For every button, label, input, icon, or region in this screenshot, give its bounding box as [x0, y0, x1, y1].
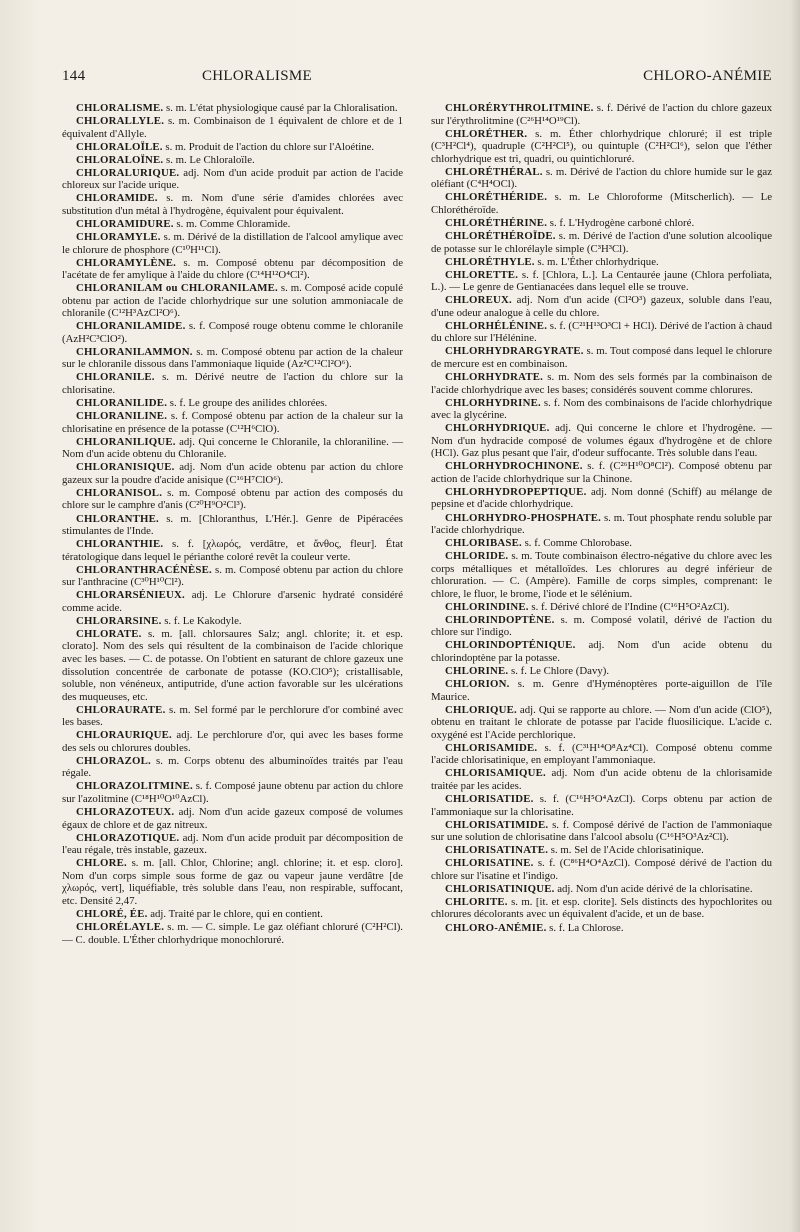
entry-headword: CHLORINDINE.: [445, 600, 529, 613]
entry-headword: CHLORARSINE.: [76, 614, 162, 627]
entry-headword: CHLORAMIDE.: [76, 192, 158, 205]
dictionary-entry: [62, 755, 403, 780]
entry-definition: adj. Nom d'un acide produit par décomposition de l'eau régale, très instable, gazeux.: [62, 831, 403, 857]
entry-headword: CHLORALOÏNE.: [76, 153, 164, 166]
dictionary-entry: [62, 628, 403, 703]
entry-headword: CHLORANISOL.: [76, 486, 163, 499]
dictionary-entry: [62, 320, 403, 345]
entry-headword: CHLORANILINE.: [76, 410, 168, 423]
entry-headword: CHLORALURIQUE.: [76, 166, 180, 179]
entry-headword: CHLORE.: [76, 857, 127, 870]
entry-headword: CHLORARSÉNIEUX.: [76, 589, 185, 602]
entry-headword: CHLORAZOTIQUE.: [76, 831, 180, 844]
text-columns: [62, 102, 772, 1217]
entry-definition: s. m. Composé obtenu par action du chlore sur l'anthracine (C³⁰H¹⁰Cl²).: [62, 563, 403, 589]
page-header: [62, 68, 772, 92]
entry-definition: s. m. Nom des sels formés par la combinaison de l'acide chlorhydrique avec les bases; considérés souvent comme chlorures.: [431, 370, 772, 396]
entry-headword: CHLORÉTHER.: [445, 127, 528, 140]
dictionary-entry: [62, 729, 403, 754]
dictionary-entry: [62, 346, 403, 371]
entry-headword: CHLORINDOPTÈNE.: [445, 613, 555, 626]
dictionary-entry: [62, 806, 403, 831]
dictionary-entry: [62, 257, 403, 282]
dictionary-entry: [431, 537, 772, 550]
entry-definition: s. f. Nom des combinaisons de l'acide chlorhydrique avec la glycérine.: [431, 396, 772, 422]
entry-headword: CHLORALISME.: [76, 102, 164, 114]
entry-headword: CHLORETTE.: [445, 268, 519, 281]
dictionary-entry: [431, 883, 772, 896]
entry-headword: CHLORINDOPTÉNIQUE.: [445, 639, 576, 652]
dictionary-entry: [62, 487, 403, 512]
dictionary-entry: [431, 639, 772, 664]
entry-definition: s. f. (C²¹H¹³O³Cl + HCl). Dérivé de l'action à chaud du chlore sur l'Hélénine.: [431, 319, 772, 345]
entry-headword: CHLORAMYLE.: [76, 230, 161, 243]
entry-headword: CHLORAURATE.: [76, 703, 166, 716]
entry-headword: CHLORO-ANÉMIE.: [445, 921, 547, 934]
entry-definition: s. m. Composé obtenu par action de la chaleur sur le chloranile dissous dans l'ammoniaque liquide (Az²C¹²Cl²O⁶).: [62, 345, 403, 371]
entry-definition: adj. Le Chlorure d'arsenic hydraté considéré comme acide.: [62, 589, 403, 614]
page-number: 144: [62, 68, 86, 84]
entry-definition: s. m. Corps obtenu des albuminoïdes traités par l'eau régale.: [62, 754, 403, 780]
entry-headword: CHLORAZOLITMINE.: [76, 780, 193, 793]
entry-definition: s. m. Sel de l'Acide chlorisatinique.: [548, 844, 704, 857]
entry-headword: CHLORÉTHÉRIDE.: [445, 191, 548, 204]
entry-definition: s. m. Sel formé par le perchlorure d'or combiné avec les bases.: [62, 703, 403, 729]
entry-definition: s. m. Composé obtenu par décomposition de l'acétate de fer amylique à l'aide du chlore (C¹⁴H¹²O⁴Cl²).: [62, 256, 403, 282]
entry-headword: CHLORANILAMIDE.: [76, 320, 186, 333]
dictionary-entry: [431, 550, 772, 600]
dictionary-entry: [431, 512, 772, 537]
entry-headword: CHLORINE.: [445, 665, 509, 678]
entry-definition: adj. Qui se rapporte au chlore. — Nom d'un acide (ClO⁵), obtenu en traitant le chlorate de potasse par l'acide fluosilicique. L'acide c. oxygéné est l'Acide perchlorique.: [431, 703, 772, 741]
dictionary-entry: [431, 793, 772, 818]
entry-headword: CHLORISATINATE.: [445, 844, 549, 857]
dictionary-entry: [62, 832, 403, 857]
dictionary-entry: [62, 192, 403, 217]
dictionary-entry: [431, 614, 772, 639]
entry-headword: CHLORAZOL.: [76, 754, 151, 767]
entry-definition: s. m. Composé obtenu par action des composés du chlore sur le camphre d'anis (C²⁰H⁹O²Cl³).: [62, 486, 403, 512]
entry-headword: CHLORAMYLÈNE.: [76, 256, 177, 269]
entry-definition: s. f. Comme Chlorobase.: [521, 537, 632, 550]
entry-definition: s. m. Comme Chloramide.: [173, 217, 291, 230]
dictionary-entry: [62, 282, 403, 320]
entry-definition: adj. Nom d'un acide obtenu de la chlorisamide traitée par les acides.: [431, 767, 772, 792]
entry-headword: CHLORATE.: [76, 627, 142, 640]
entry-headword: CHLORANTHE.: [76, 512, 159, 525]
entry-headword: CHLORISATIDE.: [445, 793, 534, 806]
entry-definition: s. f. Le Chlore (Davy).: [508, 665, 610, 678]
entry-headword: CHLORANILAMMON.: [76, 345, 193, 358]
dictionary-entry: [431, 128, 772, 166]
entry-headword: CHLORÉTHÉRINE.: [445, 216, 548, 229]
entry-definition: s. m. — C. simple. Le gaz oléfiant chloruré (C²H²Cl). — C. double. L'Éther chlorhydrique monochloruré.: [62, 921, 403, 946]
entry-definition: s. f. [Chlora, L.]. La Centaurée jaune (Chlora perfoliata, L.). — Le genre de Gentianacées dans lequel elle se trouve.: [431, 268, 772, 294]
entry-definition: s. f. [χλωρός, verdâtre, et ἄνθος, fleur]. État tératologique dans lequel le périanthe coloré revêt la couleur verte.: [62, 538, 403, 563]
entry-headword: CHLOREUX.: [445, 294, 512, 307]
dictionary-entry: [431, 294, 772, 319]
entry-definition: s. m. [all. chlorsaures Salz; angl. chlorite; it. et esp. clorato]. Nom des sels qui résultent de la combinaison de l'acide chlorique avec les bases. — C. de potasse. On l'obtient en saturant de chlore gazeux une dissolution concentrée de carbonate de potasse (KO.ClO⁵); cristallisable, soluble, non vénéneux, antiputride, d'une action favorable sur les ulcérations des muqueuses, etc.: [62, 627, 403, 703]
dictionary-entry: [431, 269, 772, 294]
entry-headword: CHLORISATINE.: [445, 857, 534, 870]
entry-definition: s. f. L'Hydrogène carboné chloré.: [547, 216, 695, 229]
entry-definition: s. f. Composé rouge obtenu comme le chloranile (AzH²C³ClO²).: [62, 320, 403, 345]
entry-headword: CHLORISAMIQUE.: [445, 767, 546, 780]
dictionary-entry: [431, 767, 772, 792]
dictionary-entry: [62, 167, 403, 192]
entry-headword: CHLORÉTHÉRAL.: [445, 165, 543, 178]
dictionary-entry: [62, 615, 403, 628]
entry-headword: CHLORÉLAYLE.: [76, 921, 165, 933]
entry-definition: s. f. Dérivé chloré de l'Indine (C¹⁶H⁵O²AzCl).: [528, 600, 730, 613]
entry-headword: CHLORIBASE.: [445, 537, 522, 550]
entry-headword: CHLORANILE.: [76, 371, 155, 384]
entry-definition: s. f. Dérivé de l'action du chlore gazeux sur l'érythrolitmine (C²⁶H¹⁴O¹⁹Cl).: [431, 102, 772, 127]
entry-definition: s. m. Le Chloroforme (Mitscherlich). — Le Chloréthéroïde.: [431, 191, 772, 216]
entry-definition: s. m. Dérivé de la distillation de l'alcool amylique avec le chlorure de phosphore (C¹⁰H¹¹Cl).: [62, 230, 403, 256]
entry-definition: s. m. Genre d'Hyménoptères porte-aiguillon de l'île Maurice.: [431, 678, 772, 703]
dictionary-entry: [431, 665, 772, 678]
dictionary-entry: [431, 371, 772, 396]
dictionary-entry: [62, 908, 403, 921]
entry-headword: CHLORISAMIDE.: [445, 741, 538, 754]
dictionary-entry: [431, 922, 772, 935]
entry-headword: CHLORISATINIQUE.: [445, 882, 555, 895]
entry-definition: s. f. Composé dérivé de l'action de l'ammoniaque sur une solution de chlorisatine dans l'alcool absolu (C¹⁶H⁵O³Az²Cl).: [431, 818, 772, 844]
entry-headword: CHLORALOÏLE.: [76, 140, 163, 153]
dictionary-entry: [62, 397, 403, 410]
entry-definition: adj. Qui concerne le Chloranile, la chloraniline. — Nom d'un acide obtenu du Chloranile.: [62, 435, 403, 461]
dictionary-entry: [62, 564, 403, 589]
entry-headword: CHLORIQUE.: [445, 703, 517, 716]
entry-definition: s. m. [it. et esp. clorite]. Sels distincts des hypochlorites ou chlorures décolorants avec un équivalent d'acide, et un de base.: [431, 895, 772, 921]
entry-headword: CHLORANILIQUE.: [76, 435, 176, 448]
dictionary-entry: [62, 921, 403, 946]
right-column: [431, 102, 772, 935]
entry-definition: s. m. L'état physiologique causé par la Chloralisation.: [163, 102, 398, 114]
dictionary-entry: [62, 231, 403, 256]
entry-headword: CHLORÉ, ÉE.: [76, 907, 148, 920]
dictionary-entry: [431, 166, 772, 191]
entry-definition: s. m. [Chloranthus, L'Hér.]. Genre de Pipéracées stimulantes de l'Inde.: [62, 512, 403, 538]
entry-definition: s. m. Composé acide copulé obtenu par action de l'acide chlorhydrique sur une solution ammoniacale de chloranile (C¹²H³AzCl²O⁶).: [62, 282, 403, 320]
dictionary-entry: [431, 844, 772, 857]
dictionary-entry: [431, 460, 772, 485]
dictionary-entry: [431, 486, 772, 511]
entry-headword: CHLORHYDRATE.: [445, 370, 544, 383]
right-running-head: CHLORO-ANÉMIE: [643, 68, 772, 84]
entry-headword: CHLORIDE.: [445, 550, 509, 563]
entry-headword: CHLORÉRYTHROLITMINE.: [445, 102, 594, 114]
entry-headword: CHLORANILIDE.: [76, 397, 168, 410]
entry-headword: CHLORANILAM ou CHLORANILAME.: [76, 282, 278, 295]
left-running-head: CHLORALISME: [202, 68, 312, 84]
entry-definition: s. m. Tout composé dans lequel le chlorure de mercure est en combinaison.: [431, 345, 772, 370]
entry-definition: s. m. Éther chlorhydrique chloruré; il est triple (C³H²Cl⁴), quadruple (C²H²Cl⁵), ou quintuple (C²H²Cl⁶), selon que l'éther chlorhydrique est tri, quadri, ou quintichloruré.: [431, 127, 772, 165]
dictionary-entry: [431, 678, 772, 703]
dictionary-entry: [431, 422, 772, 460]
entry-definition: s. m. Le Chloraloïle.: [163, 153, 255, 166]
entry-definition: s. m. Nom d'une série d'amides chlorées avec substitution d'un métal à l'hydrogène, équivalent pour équivalent.: [62, 192, 403, 217]
entry-headword: CHLORANISIQUE.: [76, 461, 175, 474]
entry-definition: adj. Nom d'un acide gazeux composé de volumes égaux de chlore et de gaz nitreux.: [62, 806, 403, 831]
dictionary-entry: [62, 538, 403, 563]
entry-headword: CHLORÉTHYLE.: [445, 255, 535, 268]
dictionary-entry: [431, 191, 772, 216]
dictionary-entry: [431, 742, 772, 767]
entry-definition: s. m. Dérivé neutre de l'action du chlore sur la chlorisatine.: [62, 371, 403, 397]
dictionary-entry: [431, 819, 772, 844]
dictionary-entry: [62, 513, 403, 538]
entry-headword: CHLORANTHIE.: [76, 538, 164, 551]
entry-headword: CHLORANTHRACÉNÈSE.: [76, 563, 212, 576]
entry-headword: CHLORHYDROCHINONE.: [445, 460, 583, 473]
dictionary-entry: [62, 154, 403, 167]
entry-headword: CHLORHYDRARGYRATE.: [445, 345, 584, 358]
entry-headword: CHLORAMIDURE.: [76, 217, 174, 230]
entry-definition: s. f. (C¹⁶H⁵O⁴AzCl). Corps obtenu par action de l'ammoniaque sur la chlorisatine.: [431, 793, 772, 818]
dictionary-entry: [62, 115, 403, 140]
entry-definition: s. f. Composé obtenu par action de la chaleur sur la chlorisatine en présence de la potasse (C¹²H⁶ClO).: [62, 410, 403, 435]
dictionary-entry: [431, 704, 772, 742]
entry-definition: s. f. (C²⁶H¹⁰O⁸Cl²). Composé obtenu par action de l'acide chlorhydrique sur la Chinone.: [431, 460, 772, 485]
entry-headword: CHLORAZOTEUX.: [76, 806, 175, 819]
dictionary-entry: [62, 780, 403, 805]
entry-definition: adj. Nom d'un acide (Cl²O³) gazeux, soluble dans l'eau, d'une odeur analogue à celle du chlore.: [431, 294, 772, 319]
entry-headword: CHLORHYDRO-PHOSPHATE.: [445, 511, 602, 524]
dictionary-entry: [431, 345, 772, 370]
entry-headword: CHLORHYDRINE.: [445, 396, 541, 409]
dictionary-entry: [431, 601, 772, 614]
entry-definition: s. f. (C³¹H¹⁴O⁸Az⁴Cl). Composé obtenu comme l'acide chlorisatinique, en employant l'ammoniaque.: [431, 741, 772, 767]
entry-definition: s. f. Le groupe des anilides chlorées.: [167, 397, 328, 410]
entry-definition: s. f. Le Kakodyle.: [161, 614, 242, 627]
dictionary-entry: [62, 704, 403, 729]
dictionary-entry: [431, 397, 772, 422]
entry-definition: s. m. [all. Chlor, Chlorine; angl. chlorine; it. et esp. cloro]. Nom d'un corps simple sous forme de gaz ou vapeur jaune verdâtre [de χλωρός, vert], liquéfiable, très soluble dans l'eau, non respirable, suffocant, etc. Densité 2,47.: [62, 857, 403, 907]
dictionary-entry: [62, 857, 403, 907]
entry-headword: CHLORHYDROPEPTIQUE.: [445, 485, 587, 498]
entry-headword: CHLORÉTHÉROÏDE.: [445, 229, 556, 242]
entry-definition: s. m. Combinaison de 1 équivalent de chlore et de 1 équivalent d'Allyle.: [62, 115, 403, 140]
dictionary-entry: [431, 230, 772, 255]
left-column: [62, 102, 403, 947]
entry-headword: CHLORALLYLE.: [76, 115, 165, 128]
entry-definition: s. f. Composé jaune obtenu par action du chlore sur l'azolitmine (C¹⁸H¹⁰O¹⁰AzCl).: [62, 780, 403, 806]
dictionary-entry: [62, 589, 403, 614]
dictionary-entry: [431, 102, 772, 127]
dictionary-entry: [62, 410, 403, 435]
entry-definition: s. m. Produit de l'action du chlore sur l'Aloétine.: [162, 140, 375, 153]
entry-headword: CHLORHYDRIQUE.: [445, 422, 550, 435]
entry-definition: adj. Nom d'un acide obtenu du chlorindoptène par la potasse.: [431, 639, 772, 665]
entry-definition: adj. Nom d'un acide obtenu par action du chlore gazeux sur la poudre d'acide anisique (C¹⁶H⁷ClO⁶).: [62, 461, 403, 486]
entry-definition: adj. Traité par le chlore, qui en contient.: [147, 907, 323, 920]
entry-headword: CHLORISATIMIDE.: [445, 818, 549, 831]
entry-definition: adj. Qui concerne le chlore et l'hydrogène. — Nom d'un hydracide composé de volumes égaux d'hydrogène et de chlore (HCl). Gaz plus pesant que l'air, d'odeur suffocante. Très soluble dans l'eau.: [431, 422, 772, 460]
dictionary-entry: [62, 218, 403, 231]
entry-headword: CHLORHÉLÉNINE.: [445, 319, 548, 332]
entry-definition: s. m. Tout phosphate rendu soluble par l'acide chlorhydrique.: [431, 511, 772, 537]
entry-definition: s. f. La Chlorose.: [546, 921, 624, 934]
entry-headword: CHLORITE.: [445, 895, 508, 908]
dictionary-entry: [431, 857, 772, 882]
entry-definition: s. m. Dérivé de l'action d'une solution alcoolique de potasse sur le chlorélayle simple (C³H³Cl).: [431, 229, 772, 255]
dictionary-entry: [62, 436, 403, 461]
dictionary-entry: [62, 102, 403, 115]
entry-definition: s. f. (C⁸⁶H⁴O⁴AzCl). Composé dérivé de l'action du chlore sur l'isatine et l'indigo.: [431, 857, 772, 882]
entry-definition: s. m. Composé volatil, dérivé de l'action du chlore sur l'indigo.: [431, 613, 772, 639]
entry-definition: adj. Le perchlorure d'or, qui avec les bases forme des sels ou chlorures doubles.: [62, 729, 403, 754]
entry-definition: adj. Nom donné (Schiff) au mélange de pepsine et d'acide chlorhydrique.: [431, 485, 772, 511]
entry-definition: s. m. Dérivé de l'action du chlore humide sur le gaz oléfiant (C⁴H⁴OCl).: [431, 165, 772, 191]
entry-definition: s. m. Toute combinaison électro-négative du chlore avec les corps métalliques et métalloïdes. Les chlorures au degré inférieur de chloruration. — C. (Ampère). Famille de corps simples, comprenant: le chlore, le fluor, le brome, l'iode et le sélénium.: [431, 550, 772, 600]
dictionary-entry: [431, 256, 772, 269]
dictionary-entry: [431, 896, 772, 921]
entry-definition: adj. Nom d'un acide produit par action de l'acide chloreux sur l'acide urique.: [62, 166, 403, 192]
entry-headword: CHLORION.: [445, 678, 510, 691]
entry-definition: adj. Nom d'un acide dérivé de la chlorisatine.: [554, 882, 753, 895]
dictionary-entry: [431, 320, 772, 345]
dictionary-entry: [62, 371, 403, 396]
dictionary-entry: [62, 461, 403, 486]
entry-headword: CHLORAURIQUE.: [76, 729, 172, 742]
entry-definition: s. m. L'Éther chlorhydrique.: [534, 255, 659, 268]
dictionary-entry: [431, 217, 772, 230]
dictionary-entry: [62, 141, 403, 154]
